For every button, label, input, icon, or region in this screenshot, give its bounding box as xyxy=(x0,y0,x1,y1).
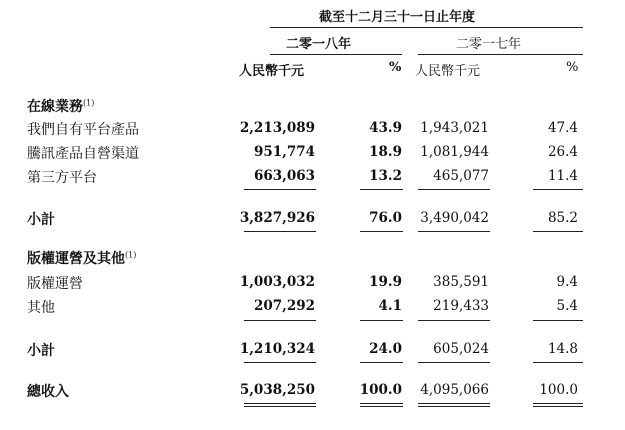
column-rule xyxy=(533,189,583,190)
pct-2017: 47.4 xyxy=(547,120,578,136)
row-label: 第三方平台 xyxy=(27,170,97,186)
section-title-copyright xyxy=(27,248,136,268)
year-2018-underline xyxy=(270,54,402,55)
subtotal-label: 小計 xyxy=(27,343,55,359)
double-rule-top xyxy=(418,403,490,404)
footnote-marker: (1) xyxy=(125,250,137,260)
value-2017: 219,433 xyxy=(433,298,489,314)
period-header: 截至十二月三十一日止年度 xyxy=(319,10,476,25)
column-rule xyxy=(360,320,403,321)
value-2017: 465,077 xyxy=(433,168,489,184)
footnote-marker: (1) xyxy=(83,98,95,108)
column-rule xyxy=(360,231,403,232)
column-rule xyxy=(244,231,316,232)
value-2017: 1,081,944 xyxy=(420,144,489,160)
row-label: 我們自有平台產品 xyxy=(27,122,139,138)
value-2018: 207,292 xyxy=(253,298,315,314)
subtotal-value-2018: 1,210,324 xyxy=(239,341,315,357)
pct-2018: 13.2 xyxy=(369,168,402,184)
column-rule xyxy=(360,189,403,190)
subtotal-label: 小計 xyxy=(27,212,55,228)
column-rule xyxy=(533,320,583,321)
pct-2017: 5.4 xyxy=(556,298,578,314)
column-rule xyxy=(244,189,316,190)
currency-2018-header: 人民幣千元 xyxy=(239,64,305,79)
value-2018: 1,003,032 xyxy=(239,274,315,290)
pct-2018-header: % xyxy=(389,60,402,75)
pct-2017-header: % xyxy=(566,60,579,75)
row-label: 其他 xyxy=(27,300,55,316)
pct-2018: 19.9 xyxy=(369,274,402,290)
period-underline xyxy=(270,27,583,28)
double-rule-bottom xyxy=(360,406,403,407)
value-2018: 951,774 xyxy=(253,144,315,160)
pct-2017: 9.4 xyxy=(556,274,578,290)
value-2018: 663,063 xyxy=(253,168,315,184)
double-rule-bottom xyxy=(418,406,490,407)
total-value-2017: 4,095,066 xyxy=(420,382,489,398)
column-rule xyxy=(418,231,490,232)
double-rule-bottom xyxy=(533,406,583,407)
total-pct-2017: 100.0 xyxy=(539,382,578,398)
section-title-copyright-text: 版權運營及其他 xyxy=(27,251,125,267)
subtotal-pct-2018: 24.0 xyxy=(369,341,402,357)
double-rule-top xyxy=(244,403,316,404)
pct-2017: 26.4 xyxy=(547,144,578,160)
pct-2018: 18.9 xyxy=(369,144,402,160)
year-2018-header: 二零一八年 xyxy=(286,37,352,52)
value-2017: 385,591 xyxy=(433,274,489,290)
double-rule-top xyxy=(360,403,403,404)
double-rule-bottom xyxy=(244,406,316,407)
row-label: 版權運營 xyxy=(27,276,83,292)
pct-2017: 11.4 xyxy=(547,168,578,184)
value-2017: 1,943,021 xyxy=(420,120,489,136)
column-rule xyxy=(533,362,583,363)
total-label: 總收入 xyxy=(27,384,69,400)
section-title-online-text: 在線業務 xyxy=(27,99,83,115)
column-rule xyxy=(418,189,490,190)
total-value-2018: 5,038,250 xyxy=(239,382,315,398)
pct-2018: 4.1 xyxy=(378,298,402,314)
currency-2017-header: 人民幣千元 xyxy=(415,64,481,79)
total-pct-2018: 100.0 xyxy=(359,382,402,398)
subtotal-pct-2017: 85.2 xyxy=(547,210,578,226)
column-rule xyxy=(360,362,403,363)
section-title-online xyxy=(27,96,94,116)
row-label: 騰訊產品自營渠道 xyxy=(27,146,139,162)
year-2017-header: 二零一七年 xyxy=(456,37,522,52)
column-rule xyxy=(418,362,490,363)
subtotal-pct-2017: 14.8 xyxy=(547,341,578,357)
column-rule xyxy=(533,231,583,232)
double-rule-top xyxy=(533,403,583,404)
subtotal-value-2018: 3,827,926 xyxy=(239,210,315,226)
value-2018: 2,213,089 xyxy=(239,120,315,136)
year-2017-underline xyxy=(418,54,583,55)
subtotal-pct-2018: 76.0 xyxy=(369,210,402,226)
column-rule xyxy=(244,320,316,321)
subtotal-value-2017: 3,490,042 xyxy=(420,210,489,226)
pct-2018: 43.9 xyxy=(369,120,402,136)
subtotal-value-2017: 605,024 xyxy=(433,341,489,357)
column-rule xyxy=(244,362,316,363)
column-rule xyxy=(418,320,490,321)
